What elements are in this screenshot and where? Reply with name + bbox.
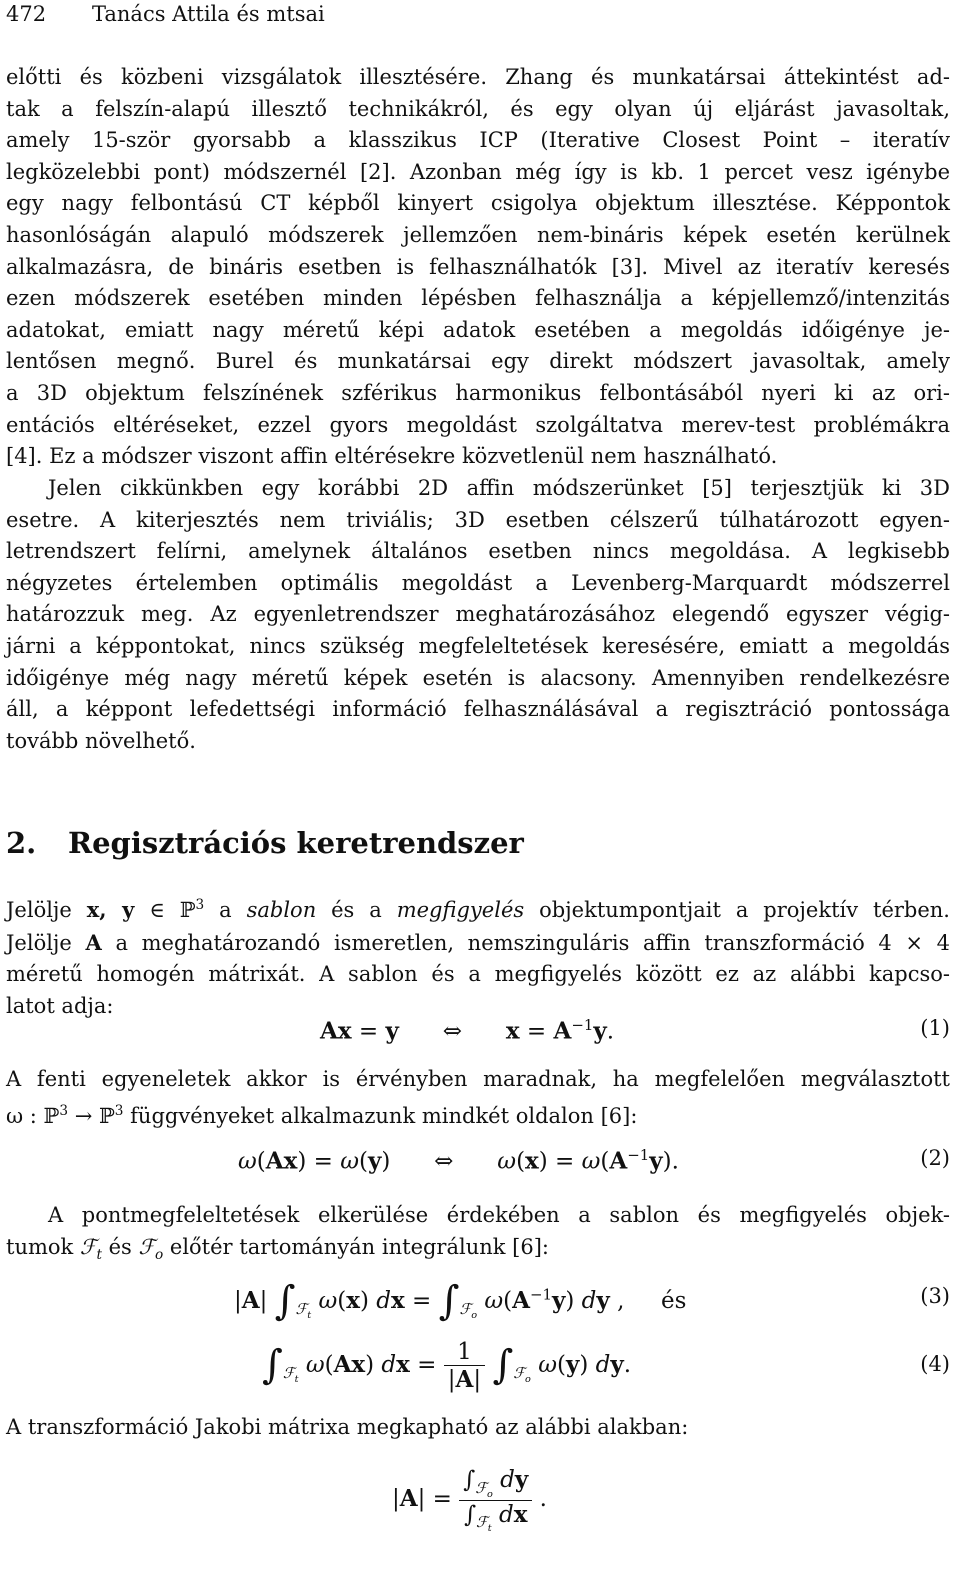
text-line: Jelölje x, y ∈ ℙ$^3$ a sablon és a megfigyelés objektumpontjait a projektív térben. <box>6 897 950 922</box>
text-line: entációs eltéréseket, ezzel gyors megoldást szolgáltatva merev-test problémákra <box>6 412 950 437</box>
paragraph-omega <box>6 1064 950 1132</box>
text-line: előtti és közbeni vizsgálatok illesztésére. Zhang és munkatársai áttekintést ad- <box>6 65 950 89</box>
text-line: A fenti egyeneletek akkor is érvényben maradnak, ha megfelelően megválasztott <box>6 1067 950 1091</box>
text-line: lentősen megnő. Burel és munkatársai egy direkt módszert javasoltak, amely <box>6 349 950 374</box>
text-line: tumok ℱ$_t$ és ℱ$_o$ előtér tartományán integrálunk [6]: <box>6 1234 549 1263</box>
equation-body: $\int_{ℱ_t}$ ω(Ax) dx = $\frac{1}{|A|}$ $\int_{ℱ_o}$ ω(y) dy. <box>262 1339 632 1393</box>
text-line: négyzetes értelemben optimális megoldást a Levenberg-Marquardt módszerrel <box>6 570 950 595</box>
paragraph-contribution <box>6 473 950 757</box>
page-number: 472 <box>6 2 47 26</box>
text-line: adatokat, emiatt nagy méretű képi adatok esetében a megoldás időigénye je- <box>6 317 950 342</box>
equation-number: (3) <box>920 1284 950 1308</box>
text-line: A pontmegfeleltetések elkerülése érdekében a sablon és megfigyelés objek- <box>48 1203 950 1227</box>
text-line: tak a felszín-alapú illesztő technikákról, és egy olyan új eljárást javasoltak, <box>6 96 950 121</box>
text-line: ezen módszerek esetében minden lépésben felhasználja a képjellemző/intenzitás <box>6 286 950 311</box>
paragraph-jacobian <box>6 1412 950 1444</box>
text-line: a 3D objektum felszínének szférikus harmonikus felbontásából nyeri ki az ori- <box>6 380 950 405</box>
text-line: Jelölje A a meghatározandó ismeretlen, nemszinguláris affin transzformáció 4 × 4 <box>6 929 950 955</box>
text-line: egy nagy felbontású CT képből kinyert csigolya objektum illesztése. Képpontok <box>6 191 950 216</box>
text-line: A transzformáció Jakobi mátrixa megkapható az alábbi alakban: <box>6 1415 689 1439</box>
text-line: Jelen cikkünkben egy korábbi 2D affin módszerünket [5] terjesztjük ki 3D <box>48 476 950 500</box>
paragraph-integral <box>6 1200 950 1271</box>
text-line: latot adja: <box>6 993 114 1018</box>
text-line: legközelebbi pont) módszernél [2]. Azonban még így is kb. 1 percet vesz igénybe <box>6 159 950 184</box>
section-heading <box>6 826 524 860</box>
equation-1 <box>6 1016 950 1052</box>
running-header <box>6 2 325 26</box>
paragraph-intro <box>6 62 950 473</box>
text-line: tovább növelhető. <box>6 728 196 753</box>
text-line: letrendszert felírni, amelynek általános esetben nincs megoldása. A legkisebb <box>6 539 950 564</box>
text-line: amely 15-ször gyorsabb a klasszikus ICP (Iterative Closest Point – iteratív <box>6 128 950 153</box>
equation-body: |A| $\int_{ℱ_t}$ ω(x) dx = $\int_{ℱ_o}$ $\omega(A^{-1}y)$ dy , és <box>234 1278 687 1324</box>
text-line: alkalmazásra, de bináris esetben is felhasználhatók [3]. Mivel az iteratív keresés <box>6 254 950 279</box>
equation-number: (2) <box>920 1146 950 1170</box>
equation-body: Ax = y ⇔ $x = A^{-1}y$. <box>320 1016 615 1045</box>
text-line: esetre. A kiterjesztés nem triviális; 3D esetben célszerű túlhatározott egyen- <box>6 507 950 532</box>
equation-2 <box>6 1146 950 1182</box>
text-line: ω : ℙ$^3$ → ℙ$^3$ függvényeket alkalmazunk mindkét oldalon [6]: <box>6 1102 638 1128</box>
text-line: áll, a képpont lefedettségi információ felhasználásával a regisztráció pontossága <box>6 697 950 722</box>
text-line: hasonlóságán alapuló módszerek jellemzően nem-bináris képek esetén kerülnek <box>6 222 950 247</box>
text-line: [4]. Ez a módszer viszont affin eltérésekre közvetlenül nem használható. <box>6 444 778 469</box>
equation-body: ω(Ax) = ω(y) ⇔ $\omega(x) = \omega(A^{-1}y)$. <box>238 1146 679 1175</box>
text-line: határozzuk meg. Az egyenletrendszer meghatározásához elegendő egyszer végig- <box>6 602 950 627</box>
equation-body: |A| = $\frac{\int_{ℱ_o} dy}{\int_{ℱ_t} dx}$ . <box>392 1466 547 1535</box>
section-number: 2. <box>6 826 37 860</box>
text-line: időigénye még nagy méretű képek esetén is alacsony. Amennyiben rendelkezésre <box>6 665 950 690</box>
equation-number: (4) <box>920 1352 950 1376</box>
paragraph-framework <box>6 890 950 1022</box>
text-line: méretű homogén mátrixát. A sablon és a megfigyelés között ez az alábbi kapcso- <box>6 962 950 987</box>
equation-5 <box>6 1462 950 1572</box>
equation-number: (1) <box>920 1016 950 1040</box>
text-line: járni a képpontokat, nincs szükség megfeleltetések keresésére, emiatt a megoldás <box>6 633 950 658</box>
equation-3 <box>6 1266 950 1326</box>
running-title: Tanács Attila és mtsai <box>92 2 325 26</box>
section-title: Regisztrációs keretrendszer <box>68 826 524 860</box>
equation-4 <box>6 1332 950 1402</box>
